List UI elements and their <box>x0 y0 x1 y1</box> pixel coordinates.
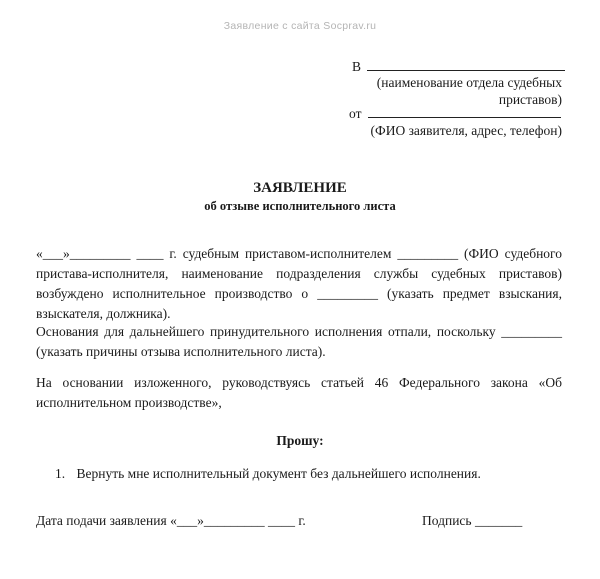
paragraph-1: «___»_________ ____ г. судебным приставом-исполнителем _________ (ФИО судебного пристава-исполнителя, наименование подразделения службы судебных приставов) возбуждено исполнительное производство о _________ (указать предмет взыскания, взыскателя, должника). <box>36 246 562 321</box>
request-item <box>55 465 481 483</box>
document-subtitle: об отзыве исполнительного листа <box>204 199 396 213</box>
from-hint: (ФИО заявителя, адрес, телефон) <box>370 123 562 138</box>
paragraph-3: На основании изложенного, руководствуясь статьей 46 Федерального закона «Об исполнительном производстве», <box>36 375 562 410</box>
request-heading: Прошу: <box>276 433 324 448</box>
to-label: В <box>352 59 362 74</box>
submission-date: Дата подачи заявления «___»_________ ____ г. <box>36 513 306 528</box>
signature: Подпись _______ <box>422 513 523 528</box>
from-line <box>349 104 561 122</box>
watermark: Заявление с сайта Socprav.ru <box>223 20 377 32</box>
from-label: от <box>349 106 362 121</box>
request-item-number: 1. <box>55 466 66 481</box>
paragraph-2: Основания для дальнейшего принудительного исполнения отпали, поскольку _________ (указать причины отзыва исполнительного листа). <box>36 324 562 359</box>
to-hint-line1: (наименование отдела судебных <box>376 75 562 90</box>
document-title: ЗАЯВЛЕНИЕ <box>253 180 347 196</box>
to-line <box>352 57 565 75</box>
request-item-text: Вернуть мне исполнительный документ без дальнейшего исполнения. <box>76 466 481 481</box>
from-blank[interactable] <box>368 104 561 118</box>
to-hint-line2: приставов) <box>498 92 562 107</box>
to-blank[interactable] <box>367 57 565 71</box>
